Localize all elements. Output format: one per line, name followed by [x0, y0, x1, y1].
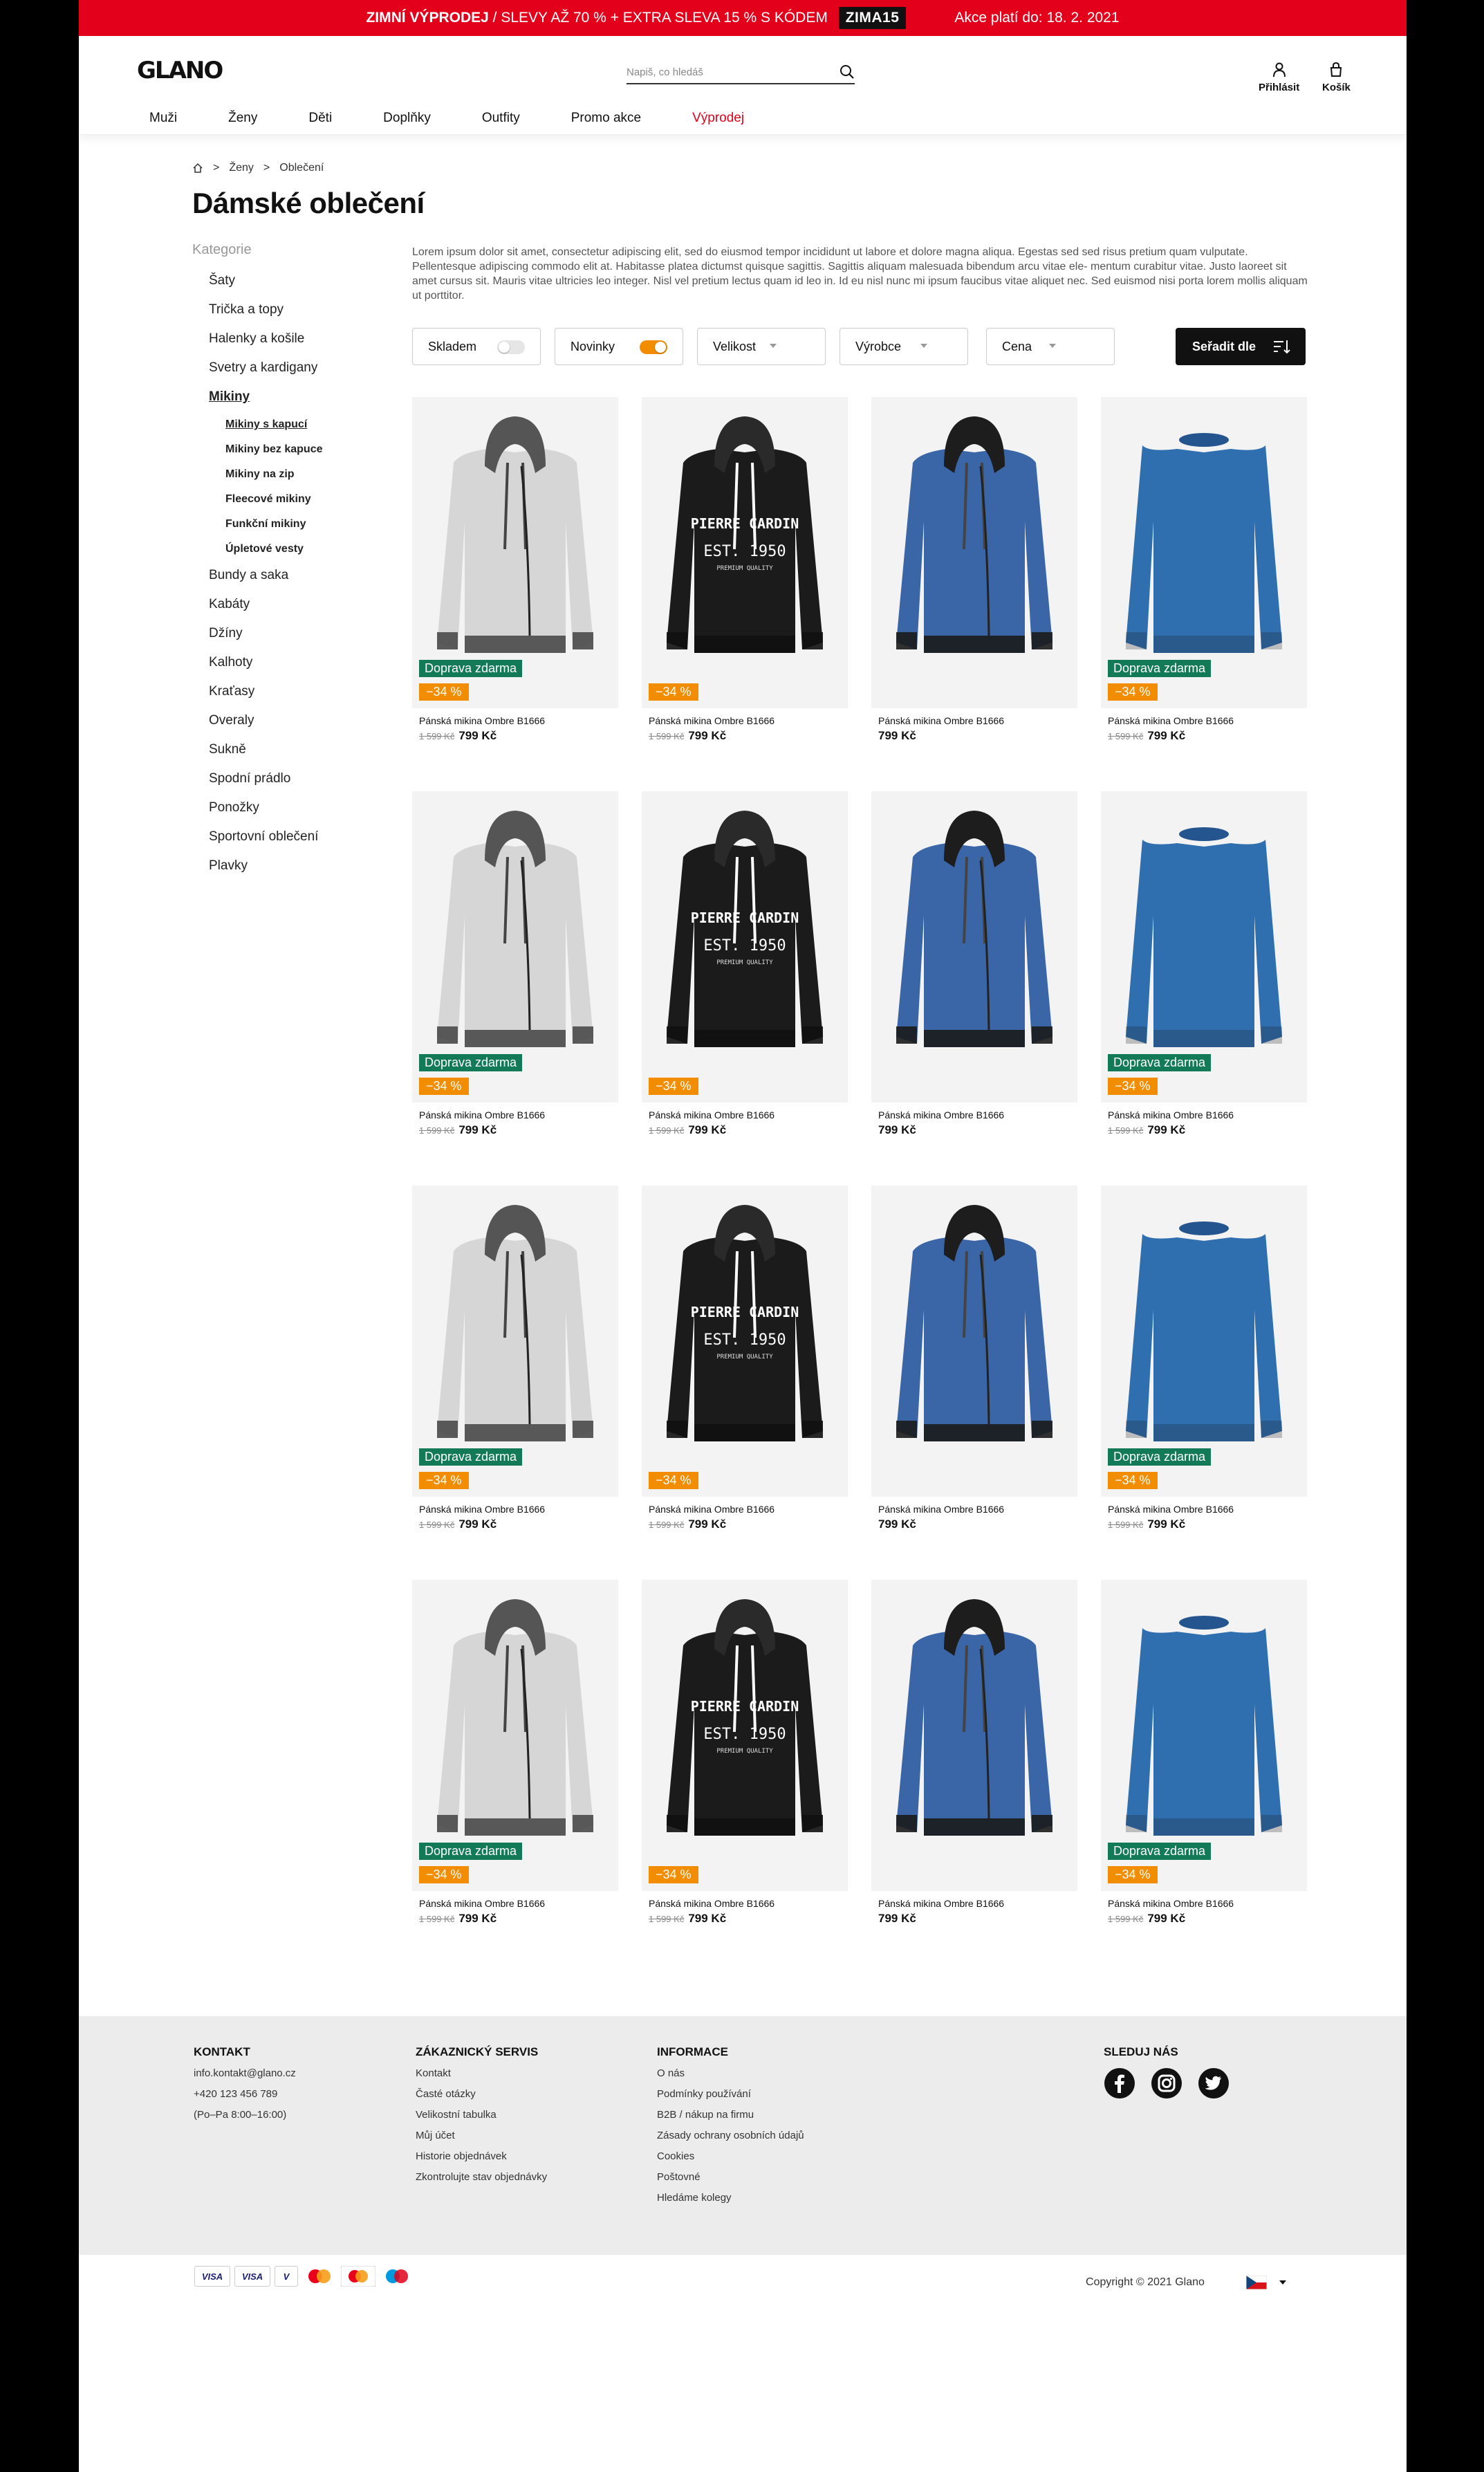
old-price: 1 599 Kč: [649, 1520, 685, 1530]
current-price: 799 Kč: [688, 1123, 727, 1136]
current-price: 799 Kč: [458, 1123, 497, 1136]
login-label: Přihlásit: [1259, 82, 1300, 93]
product-name[interactable]: Pánská mikina Ombre B1666: [649, 715, 775, 726]
footer-link[interactable]: Můj účet: [416, 2130, 455, 2141]
footer-link[interactable]: Časté otázky: [416, 2088, 476, 2100]
footer-line[interactable]: +420 123 456 789: [194, 2088, 278, 2100]
old-price: 1 599 Kč: [649, 1914, 685, 1924]
current-price: 799 Kč: [688, 1912, 727, 1925]
free-shipping-badge: Doprava zdarma: [1108, 1448, 1211, 1466]
product-card[interactable]: [871, 1186, 1077, 1531]
login-button[interactable]: [1259, 62, 1299, 93]
product-card[interactable]: [871, 397, 1077, 742]
discount-badge: −34 %: [649, 1078, 698, 1095]
promo-bar[interactable]: [79, 0, 1407, 36]
product-image-frame[interactable]: [412, 397, 618, 708]
product-name[interactable]: Pánská mikina Ombre B1666: [419, 1504, 546, 1515]
breadcrumb-item[interactable]: Oblečení: [279, 162, 324, 174]
svg-text:PREMIUM QUALITY: PREMIUM QUALITY: [716, 959, 773, 966]
promo-code: ZIMA15: [839, 7, 907, 29]
product-card[interactable]: [642, 1186, 848, 1531]
vpay-icon: V: [275, 2266, 298, 2287]
chevron-down-icon: [920, 344, 927, 348]
facebook-icon[interactable]: [1104, 2067, 1135, 2099]
category-sidebar: [192, 242, 372, 887]
discount-badge: −34 %: [419, 1472, 469, 1489]
svg-text:PREMIUM QUALITY: PREMIUM QUALITY: [716, 1748, 773, 1755]
product-name[interactable]: Pánská mikina Ombre B1666: [1108, 1504, 1234, 1515]
product-image: [871, 791, 1077, 1103]
product-image: [642, 1580, 848, 1891]
czech-flag-icon[interactable]: [1246, 2276, 1267, 2289]
footer-service: [416, 2045, 547, 2192]
free-shipping-badge: Doprava zdarma: [419, 660, 522, 677]
footer-heading: KONTAKT: [194, 2045, 250, 2058]
product-name[interactable]: Pánská mikina Ombre B1666: [419, 1898, 546, 1909]
old-price: 1 599 Kč: [649, 1125, 685, 1136]
current-price: 799 Kč: [878, 1518, 916, 1531]
stock-toggle[interactable]: [412, 328, 541, 365]
breadcrumb-separator: >: [213, 162, 220, 174]
product-price: [419, 729, 618, 743]
free-shipping-badge: Doprava zdarma: [419, 1054, 522, 1071]
twitter-icon[interactable]: [1198, 2067, 1230, 2099]
promo-title: ZIMNÍ VÝPRODEJ: [366, 10, 489, 26]
product-name[interactable]: Pánská mikina Ombre B1666: [649, 1109, 775, 1120]
discount-badge: −34 %: [649, 1472, 698, 1489]
sidebar-item[interactable]: Halenky a košile: [209, 331, 305, 346]
product-image: [871, 1580, 1077, 1891]
discount-badge: −34 %: [649, 683, 698, 701]
maker-label: Výrobce: [855, 339, 902, 353]
footer-line: (Po–Pa 8:00–16:00): [194, 2109, 287, 2121]
product-card[interactable]: [642, 397, 848, 742]
logo[interactable]: GLANO: [137, 57, 223, 84]
free-shipping-badge: Doprava zdarma: [1108, 660, 1211, 677]
breadcrumb: [192, 162, 324, 174]
old-price: 1 599 Kč: [419, 1520, 455, 1530]
svg-text:EST. 1950: EST. 1950: [703, 543, 786, 560]
breadcrumb-separator: >: [263, 162, 270, 174]
product-card[interactable]: [412, 1186, 618, 1531]
sidebar-item[interactable]: Svetry a kardigany: [209, 360, 318, 375]
old-price: 1 599 Kč: [649, 731, 685, 741]
product-price: [878, 1518, 1077, 1531]
product-image-frame[interactable]: [412, 1186, 618, 1497]
product-price: [1108, 1912, 1307, 1926]
product-card[interactable]: [412, 397, 618, 742]
product-price: [419, 1123, 618, 1137]
product-price: [878, 1912, 1077, 1926]
sidebar-subitem[interactable]: Úpletové vesty: [225, 543, 304, 555]
svg-text:EST. 1950: EST. 1950: [703, 937, 786, 954]
filter-bar: [412, 328, 1306, 365]
product-price: [1108, 1518, 1307, 1531]
maestro-icon: [380, 2266, 414, 2287]
promo-valid: Akce platí do: 18. 2. 2021: [954, 10, 1120, 26]
discount-badge: −34 %: [1108, 1472, 1158, 1489]
sidebar-item[interactable]: Plavky: [209, 858, 248, 873]
nav-vyprodej[interactable]: Výprodej: [692, 111, 745, 125]
product-name[interactable]: Pánská mikina Ombre B1666: [878, 1898, 1005, 1909]
old-price: 1 599 Kč: [419, 1914, 455, 1924]
footer-link[interactable]: B2B / nákup na firmu: [657, 2109, 754, 2121]
footer-link[interactable]: Zkontrolujte stav objednávky: [416, 2171, 548, 2183]
copyright-text: Copyright © 2021 Glano: [1086, 2276, 1205, 2288]
page: [79, 0, 1407, 2472]
svg-text:PIERRE CARDIN: PIERRE CARDIN: [690, 1304, 799, 1320]
price-dropdown[interactable]: [986, 328, 1115, 365]
product-image: [642, 791, 848, 1103]
product-card[interactable]: [1101, 397, 1307, 742]
product-image-frame[interactable]: [1101, 1186, 1307, 1497]
stock-switch[interactable]: [497, 340, 525, 354]
visa-icon: VISA: [194, 2266, 230, 2287]
product-price: [1108, 729, 1307, 743]
nav-doplnky[interactable]: Doplňky: [383, 111, 431, 125]
product-name[interactable]: Pánská mikina Ombre B1666: [878, 1504, 1005, 1515]
news-switch[interactable]: [640, 340, 667, 354]
product-name[interactable]: Pánská mikina Ombre B1666: [649, 1504, 775, 1515]
old-price: 1 599 Kč: [419, 731, 455, 741]
product-image-frame[interactable]: [642, 397, 848, 708]
discount-badge: −34 %: [1108, 1078, 1158, 1095]
current-price: 799 Kč: [1147, 1912, 1186, 1925]
svg-text:PREMIUM QUALITY: PREMIUM QUALITY: [716, 1354, 773, 1360]
discount-badge: −34 %: [1108, 1866, 1158, 1883]
product-image-frame[interactable]: [642, 1186, 848, 1497]
product-image-frame[interactable]: [412, 791, 618, 1103]
old-price: 1 599 Kč: [1108, 1125, 1144, 1136]
breadcrumb-item[interactable]: Ženy: [229, 162, 254, 174]
footer-link[interactable]: Hledáme kolegy: [657, 2192, 732, 2204]
footer-link[interactable]: Poštovné: [657, 2171, 701, 2183]
sidebar-item-active[interactable]: Mikiny: [209, 389, 250, 404]
current-price: 799 Kč: [1147, 1518, 1186, 1531]
nav-muzi[interactable]: Muži: [149, 111, 178, 125]
product-image: [871, 397, 1077, 708]
product-image-frame[interactable]: [871, 1186, 1077, 1497]
sidebar-subitem-active[interactable]: Mikiny s kapucí: [225, 418, 308, 430]
stock-label: Skladem: [428, 339, 477, 353]
footer-heading: INFORMACE: [657, 2045, 728, 2058]
product-image-frame[interactable]: [871, 397, 1077, 708]
sidebar-item[interactable]: Trička a topy: [209, 302, 284, 317]
mastercard-icon: [302, 2266, 337, 2287]
discount-badge: −34 %: [649, 1866, 698, 1883]
sidebar-item[interactable]: Overaly: [209, 713, 254, 728]
mastercard-alt-icon: [341, 2266, 375, 2287]
product-image-frame[interactable]: [412, 1580, 618, 1891]
sidebar-item[interactable]: Kabáty: [209, 597, 250, 611]
footer-link[interactable]: Kontakt: [416, 2067, 451, 2079]
sidebar-title: Kategorie: [192, 242, 252, 257]
instagram-icon[interactable]: [1151, 2067, 1182, 2099]
footer-contact: [194, 2045, 296, 2130]
product-image: [871, 1186, 1077, 1497]
site-header: [79, 36, 1407, 135]
footer: [79, 2016, 1407, 2255]
current-price: 799 Kč: [458, 1518, 497, 1531]
discount-badge: −34 %: [419, 683, 469, 701]
current-price: 799 Kč: [688, 729, 727, 742]
svg-text:PREMIUM QUALITY: PREMIUM QUALITY: [716, 565, 773, 572]
svg-text:PIERRE CARDIN: PIERRE CARDIN: [690, 515, 799, 532]
product-name[interactable]: Pánská mikina Ombre B1666: [1108, 715, 1234, 726]
category-description: Lorem ipsum dolor sit amet, consectetur adipiscing elit, sed do eiusmod tempor incididunt ut labore et dolore magna aliqua. Egestas sed sed risus pretium quam vulputate. Pellentesque adipiscing commodo elit at. Habitasse platea dictumst quisque sagittis. Sagittis aliquam malesuada bibendum arcu vitae ele- mentum curabitur vitae. Justo laoreet sit amet cursus sit. Mauris vitae ultricies leo integer. Nisl vel pretium lectus quam id leo in. Id eu nisl nunc mi ipsum faucibus vitae aliquet nec. Sed euismod nisi porta lorem mollis aliquam ut porttitor.: [412, 246, 1308, 302]
product-card[interactable]: [871, 791, 1077, 1136]
news-toggle[interactable]: [555, 328, 683, 365]
maker-dropdown[interactable]: [840, 328, 968, 365]
bag-icon: [1329, 62, 1343, 77]
svg-text:EST. 1950: EST. 1950: [703, 1726, 786, 1743]
product-price: [419, 1518, 618, 1531]
footer-follow: [1104, 2045, 1230, 2099]
product-name[interactable]: Pánská mikina Ombre B1666: [649, 1898, 775, 1909]
sidebar-item[interactable]: Sukně: [209, 742, 246, 757]
current-price: 799 Kč: [1147, 729, 1186, 742]
payment-methods: [194, 2266, 414, 2287]
product-price: [649, 1912, 848, 1926]
current-price: 799 Kč: [1147, 1123, 1186, 1136]
footer-link[interactable]: O nás: [657, 2067, 685, 2079]
product-image-frame[interactable]: [871, 791, 1077, 1103]
chevron-down-icon: [1049, 344, 1056, 348]
product-price: [878, 1123, 1077, 1137]
product-card[interactable]: [642, 1580, 848, 1925]
old-price: 1 599 Kč: [1108, 1520, 1144, 1530]
nav-outfity[interactable]: Outfity: [481, 111, 520, 125]
old-price: 1 599 Kč: [419, 1125, 455, 1136]
page-title: Dámské oblečení: [192, 187, 425, 219]
footer-heading: SLEDUJ NÁS: [1104, 2045, 1178, 2058]
product-name[interactable]: Pánská mikina Ombre B1666: [1108, 1109, 1234, 1120]
sidebar-item[interactable]: Spodní prádlo: [209, 771, 291, 786]
product-image-frame[interactable]: [642, 791, 848, 1103]
sidebar-subitem[interactable]: Mikiny bez kapuce: [225, 443, 323, 455]
footer-bottom: [79, 2255, 1407, 2307]
old-price: 1 599 Kč: [1108, 731, 1144, 741]
current-price: 799 Kč: [458, 1912, 497, 1925]
chevron-down-icon[interactable]: [1278, 2279, 1288, 2286]
product-name[interactable]: Pánská mikina Ombre B1666: [878, 1109, 1005, 1120]
sidebar-item[interactable]: Šaty: [209, 273, 236, 288]
product-card[interactable]: [1101, 1580, 1307, 1925]
product-price: [649, 1518, 848, 1531]
old-price: 1 599 Kč: [1108, 1914, 1144, 1924]
current-price: 799 Kč: [878, 729, 916, 742]
product-price: [1108, 1123, 1307, 1137]
sidebar-item[interactable]: Kalhoty: [209, 655, 253, 670]
footer-info: [657, 2045, 804, 2213]
product-card[interactable]: [871, 1580, 1077, 1925]
nav-zeny[interactable]: Ženy: [228, 111, 258, 125]
nav-deti[interactable]: Děti: [308, 111, 333, 125]
cart-label: Košík: [1322, 82, 1351, 93]
news-label: Novinky: [571, 339, 615, 353]
current-price: 799 Kč: [688, 1518, 727, 1531]
product-card[interactable]: [1101, 1186, 1307, 1531]
search-input[interactable]: [627, 61, 855, 84]
visa-electron-icon: VISA: [234, 2266, 270, 2287]
current-price: 799 Kč: [458, 729, 497, 742]
cart-button[interactable]: [1322, 62, 1351, 93]
product-image-frame[interactable]: [1101, 1580, 1307, 1891]
footer-link[interactable]: Velikostní tabulka: [416, 2109, 497, 2121]
sort-button[interactable]: [1176, 328, 1306, 365]
product-image: [642, 1186, 848, 1497]
promo-text: / SLEVY AŽ 70 % + EXTRA SLEVA 15 % S KÓDEM: [488, 10, 832, 26]
footer-link[interactable]: Historie objednávek: [416, 2150, 507, 2162]
sidebar-item[interactable]: Kraťasy: [209, 684, 255, 699]
current-price: 799 Kč: [878, 1123, 916, 1136]
product-price: [878, 729, 1077, 743]
search-icon[interactable]: [840, 64, 855, 80]
product-card[interactable]: [1101, 791, 1307, 1136]
footer-link[interactable]: Cookies: [657, 2150, 695, 2162]
discount-badge: −34 %: [1108, 683, 1158, 701]
free-shipping-badge: Doprava zdarma: [1108, 1054, 1211, 1071]
free-shipping-badge: Doprava zdarma: [1108, 1843, 1211, 1860]
product-image: [642, 397, 848, 708]
svg-text:PIERRE CARDIN: PIERRE CARDIN: [690, 910, 799, 926]
social-links: [1104, 2067, 1230, 2099]
sidebar-item[interactable]: Bundy a saka: [209, 568, 289, 582]
product-image-frame[interactable]: [871, 1580, 1077, 1891]
product-name[interactable]: Pánská mikina Ombre B1666: [878, 715, 1005, 726]
nav-promo[interactable]: Promo akce: [571, 111, 642, 125]
home-icon[interactable]: [192, 163, 203, 174]
size-label: Velikost: [713, 339, 757, 353]
product-card[interactable]: [412, 1580, 618, 1925]
product-card[interactable]: [412, 791, 618, 1136]
size-dropdown[interactable]: [697, 328, 826, 365]
sidebar-subitem[interactable]: Funkční mikiny: [225, 518, 306, 530]
footer-link[interactable]: Zásady ochrany osobních údajů: [657, 2130, 804, 2141]
copyright: [1086, 2276, 1288, 2289]
product-price: [419, 1912, 618, 1926]
search-placeholder: Napiš, co hledáš: [627, 66, 703, 78]
main-nav: [149, 111, 795, 126]
product-name[interactable]: Pánská mikina Ombre B1666: [419, 715, 546, 726]
sidebar-item[interactable]: Ponožky: [209, 800, 259, 815]
product-name[interactable]: Pánská mikina Ombre B1666: [419, 1109, 546, 1120]
sidebar-subitem[interactable]: Mikiny na zip: [225, 468, 295, 480]
product-image-frame[interactable]: [1101, 397, 1307, 708]
product-price: [649, 729, 848, 743]
footer-heading: ZÁKAZNICKÝ SERVIS: [416, 2045, 539, 2058]
product-name[interactable]: Pánská mikina Ombre B1666: [1108, 1898, 1234, 1909]
product-image-frame[interactable]: [1101, 791, 1307, 1103]
product-image-frame[interactable]: [642, 1580, 848, 1891]
sort-icon: [1272, 339, 1290, 354]
price-label: Cena: [1002, 339, 1032, 353]
free-shipping-badge: Doprava zdarma: [419, 1843, 522, 1860]
footer-line[interactable]: info.kontakt@glano.cz: [194, 2067, 296, 2079]
sidebar-item[interactable]: Džíny: [209, 626, 243, 640]
svg-text:EST. 1950: EST. 1950: [703, 1331, 786, 1349]
sidebar-subitem[interactable]: Fleecové mikiny: [225, 493, 311, 505]
product-price: [649, 1123, 848, 1137]
product-card[interactable]: [642, 791, 848, 1136]
discount-badge: −34 %: [419, 1866, 469, 1883]
footer-link[interactable]: Podmínky používání: [657, 2088, 751, 2100]
free-shipping-badge: Doprava zdarma: [419, 1448, 522, 1466]
svg-text:PIERRE CARDIN: PIERRE CARDIN: [690, 1698, 799, 1715]
current-price: 799 Kč: [878, 1912, 916, 1925]
user-icon: [1272, 62, 1286, 77]
sidebar-item[interactable]: Sportovní oblečení: [209, 829, 319, 844]
discount-badge: −34 %: [419, 1078, 469, 1095]
chevron-down-icon: [770, 344, 777, 348]
sort-label: Seřadit dle: [1192, 339, 1256, 353]
